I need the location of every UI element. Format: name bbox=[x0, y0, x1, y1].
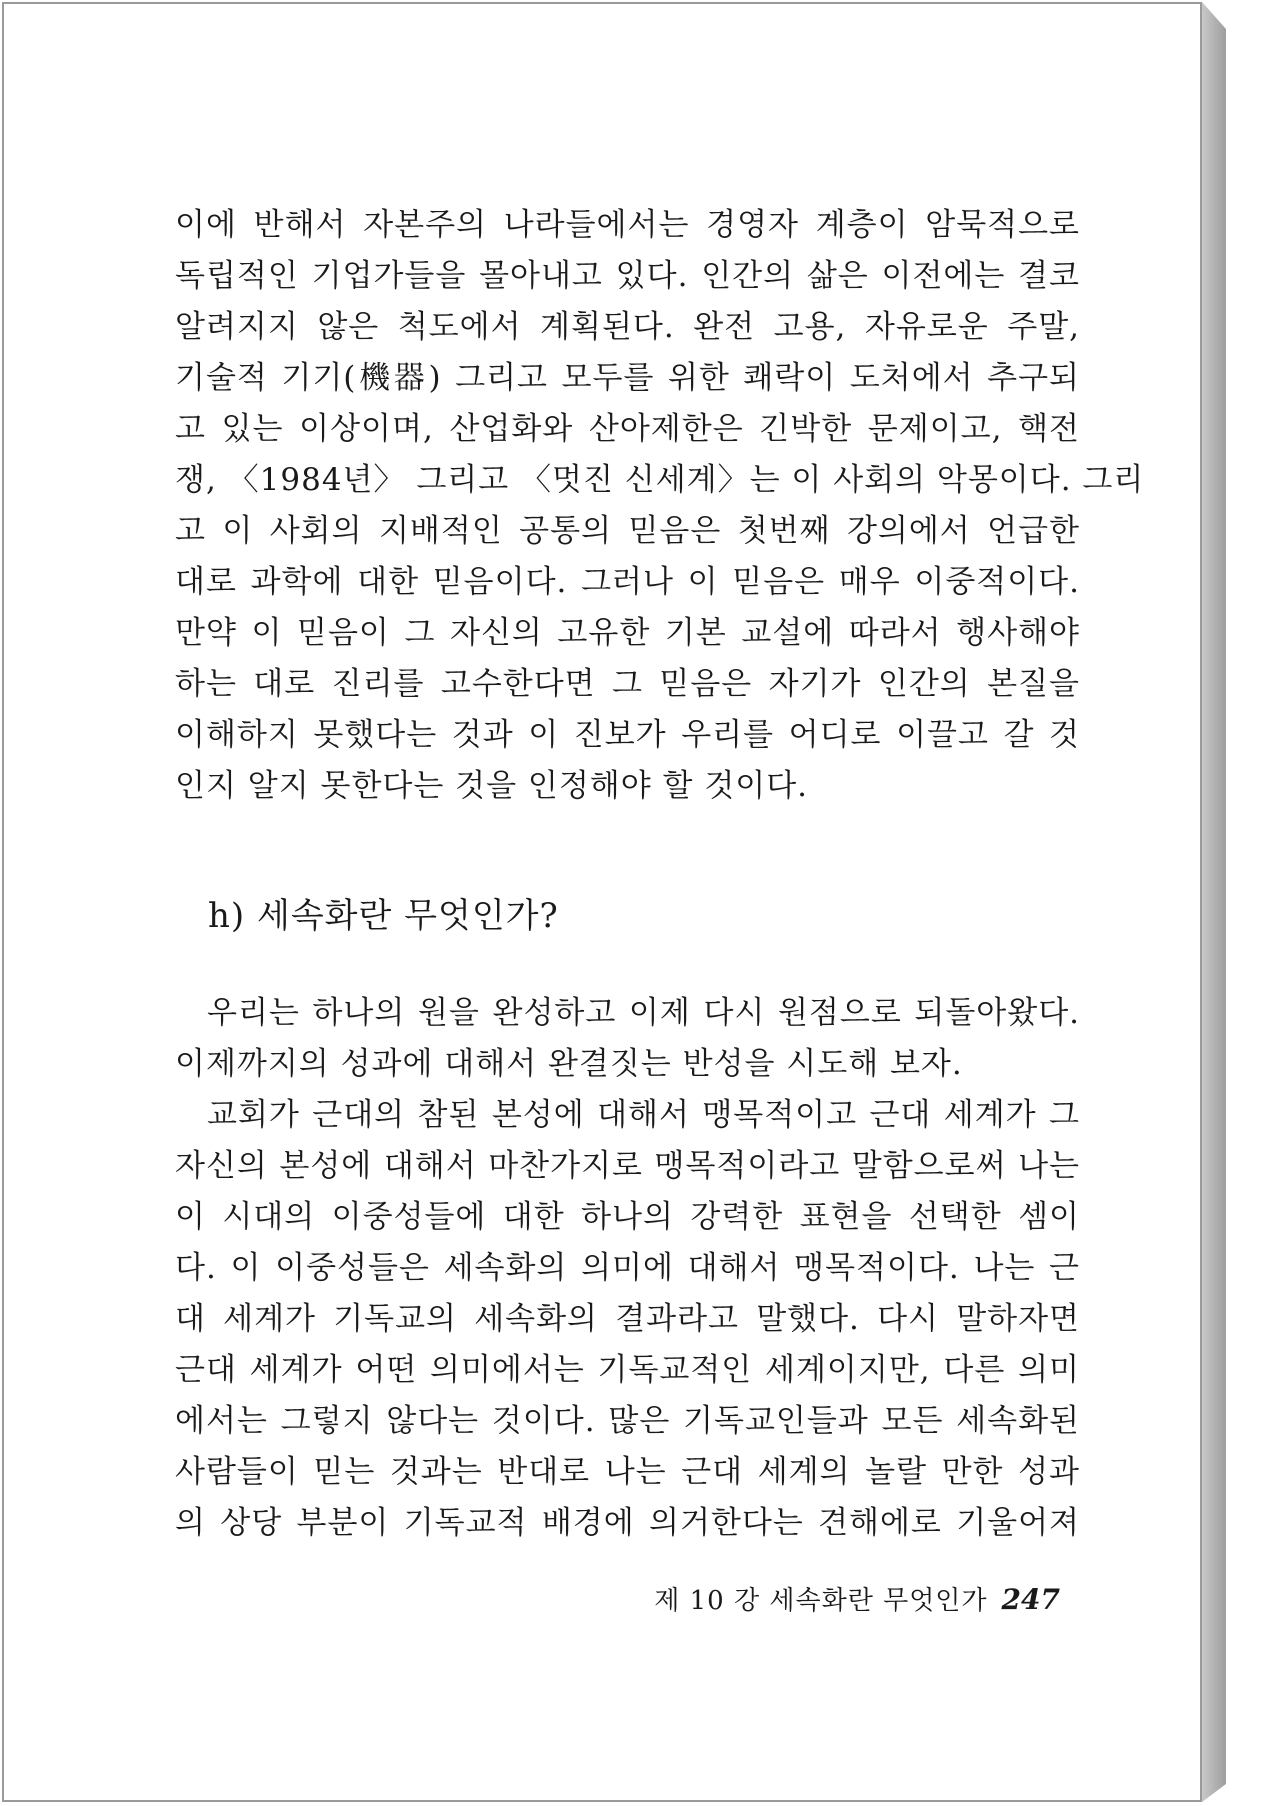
text-line: 만약 이 믿음이 그 자신의 고유한 기본 교설에 따라서 행사해야 bbox=[175, 615, 1080, 651]
text-line: 자신의 본성에 대해서 마찬가지로 맹목적이라고 말함으로써 나는 bbox=[175, 1148, 1080, 1184]
text-line: 사람들이 믿는 것과는 반대로 나는 근대 세계의 놀랄 만한 성과 bbox=[175, 1454, 1080, 1490]
page-edge-fold bbox=[1202, 2, 1226, 1802]
chapter-title: 제 10 강 세속화란 무엇인가 bbox=[654, 1586, 988, 1616]
body-paragraph-3 bbox=[175, 1090, 1080, 1549]
section-heading: h) 세속화란 무엇인가? bbox=[208, 896, 559, 936]
text-line: 교회가 근대의 참된 본성에 대해서 맹목적이고 근대 세계가 그 bbox=[207, 1097, 1080, 1133]
text-line: 고 이 사회의 지배적인 공통의 믿음은 첫번째 강의에서 언급한 bbox=[175, 513, 1080, 549]
text-line: 알려지지 않은 척도에서 계획된다. 완전 고용, 자유로운 주말, bbox=[175, 309, 1080, 345]
text-line: 이해하지 못했다는 것과 이 진보가 우리를 어디로 이끌고 갈 것 bbox=[175, 717, 1080, 753]
text-line: 대로 과학에 대한 믿음이다. 그러나 이 믿음은 매우 이중적이다. bbox=[175, 564, 1080, 600]
body-paragraph-1 bbox=[175, 200, 1145, 812]
text-line: 의 상당 부분이 기독교적 배경에 의거한다는 견해에로 기울어져 bbox=[175, 1505, 1080, 1541]
text-line: 하는 대로 진리를 고수한다면 그 믿음은 자기가 인간의 본질을 bbox=[175, 666, 1080, 702]
page-number: 247 bbox=[1001, 1583, 1060, 1616]
text-line: 대 세계가 기독교의 세속화의 결과라고 말했다. 다시 말하자면 bbox=[175, 1301, 1080, 1337]
text-line: 이제까지의 성과에 대해서 완결짓는 반성을 시도해 보자. bbox=[175, 1046, 963, 1082]
text-line: 에서는 그렇지 않다는 것이다. 많은 기독교인들과 모든 세속화된 bbox=[175, 1403, 1080, 1439]
text-line: 인지 알지 못한다는 것을 인정해야 할 것이다. bbox=[175, 768, 809, 804]
text-line: 이에 반해서 자본주의 나라들에서는 경영자 계층이 암묵적으로 bbox=[175, 207, 1080, 243]
text-line: 독립적인 기업가들을 몰아내고 있다. 인간의 삶은 이전에는 결코 bbox=[175, 258, 1080, 294]
running-footer bbox=[640, 1580, 1060, 1617]
text-line: 근대 세계가 어떤 의미에서는 기독교적인 세계이지만, 다른 의미 bbox=[175, 1352, 1080, 1388]
text-line: 고 있는 이상이며, 산업화와 산아제한은 긴박한 문제이고, 핵전 bbox=[175, 411, 1080, 447]
text-line: 기술적 기기(機器) 그리고 모두를 위한 쾌락이 도처에서 추구되 bbox=[175, 360, 1080, 396]
text-line: 우리는 하나의 원을 완성하고 이제 다시 원점으로 되돌아왔다. bbox=[207, 995, 1080, 1031]
body-paragraph-2 bbox=[175, 988, 1080, 1090]
text-line: 쟁, 〈1984년〉 그리고 〈멋진 신세계〉는 이 사회의 악몽이다. 그리 bbox=[175, 462, 1145, 498]
text-line: 이 시대의 이중성들에 대한 하나의 강력한 표현을 선택한 셈이 bbox=[175, 1199, 1080, 1235]
text-line: 다. 이 이중성들은 세속화의 의미에 대해서 맹목적이다. 나는 근 bbox=[175, 1250, 1080, 1286]
